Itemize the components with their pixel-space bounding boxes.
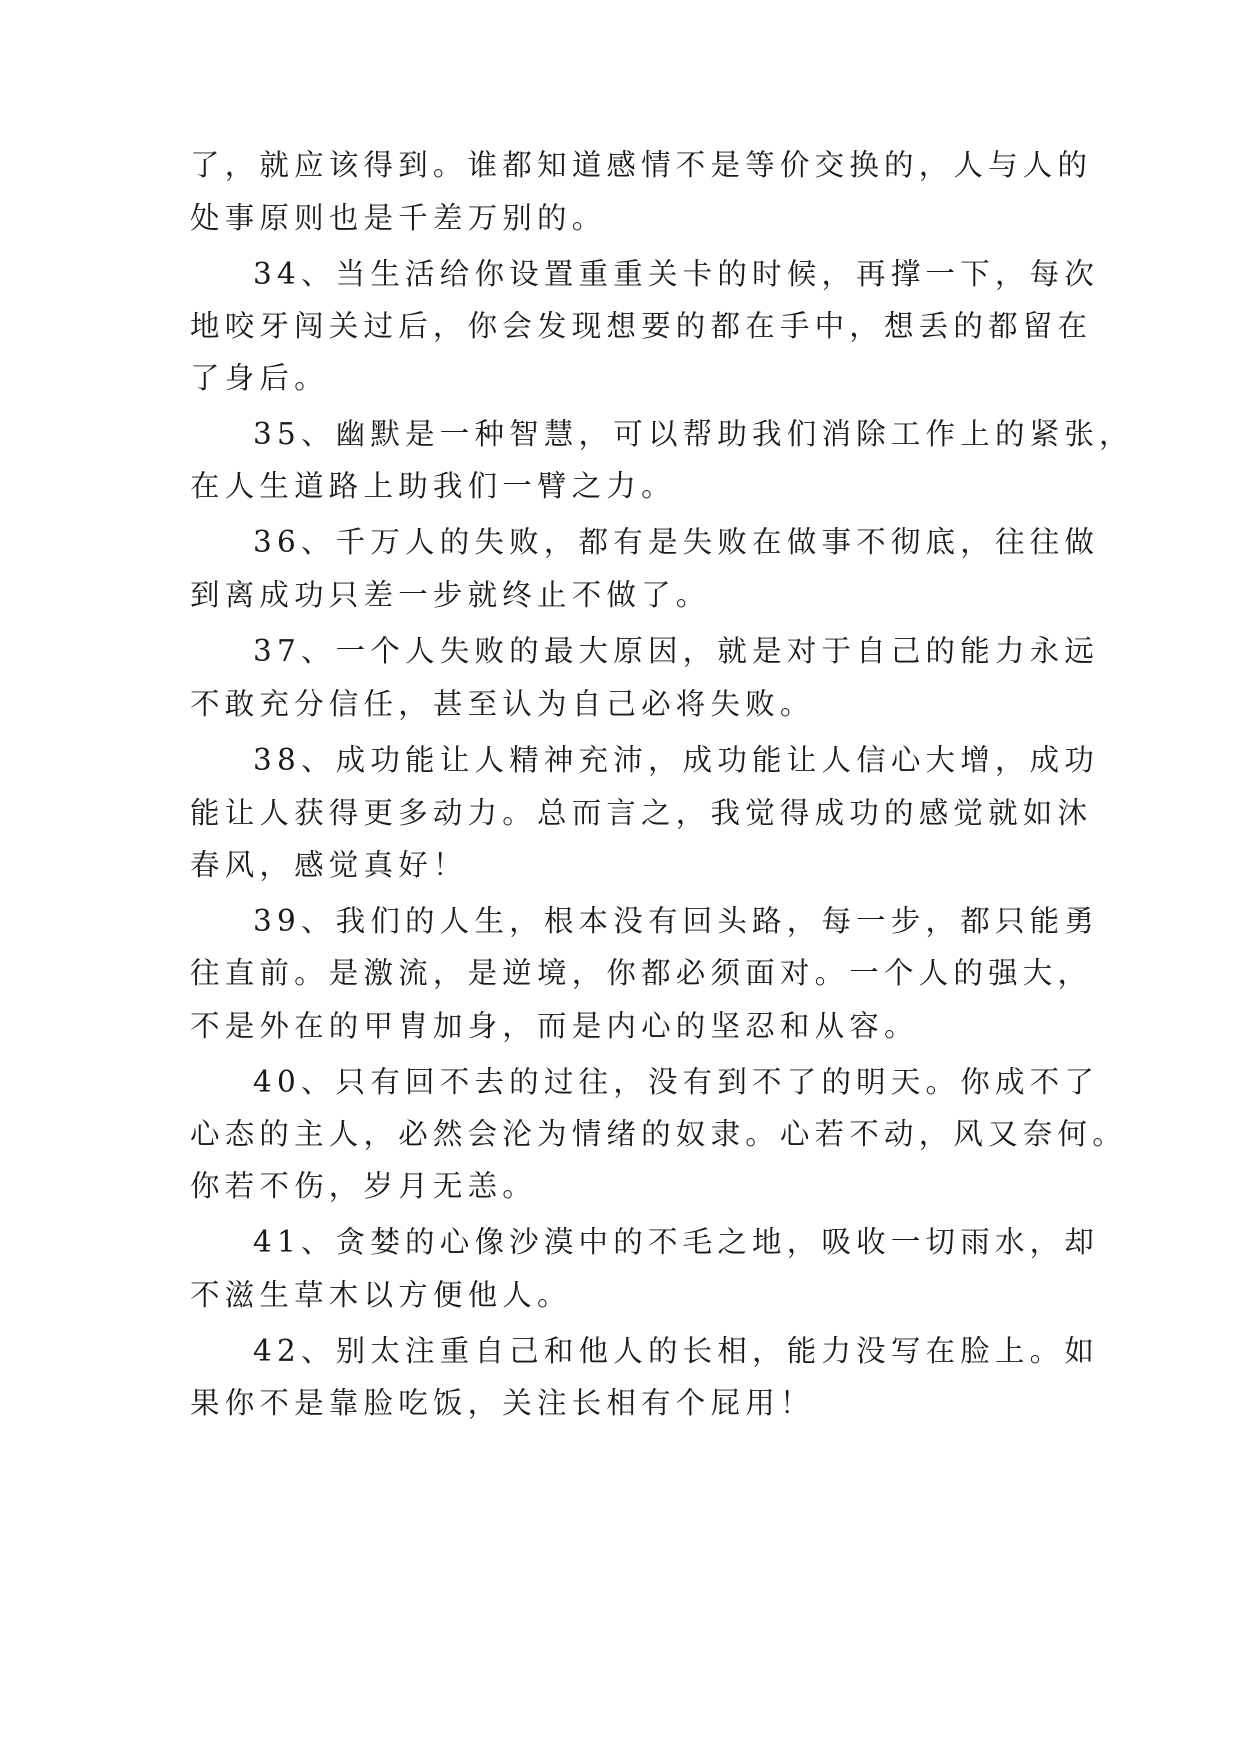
- text-line: 39、我们的人生，根本没有回头路，每一步，都只能勇: [253, 904, 1100, 938]
- text-line: 36、千万人的失败，都有是失败在做事不彻底，往往做: [253, 525, 1100, 559]
- text-line: 往直前。是激流，是逆境，你都必须面对。一个人的强大，: [190, 956, 1093, 990]
- text-line: 果你不是靠脸吃饭，关注长相有个屁用！: [190, 1386, 815, 1420]
- text-line: 42、别太注重自己和他人的长相，能力没写在脸上。如: [253, 1334, 1100, 1368]
- text-line: 在人生道路上助我们一臂之力。: [190, 469, 676, 503]
- text-line: 38、成功能让人精神充沛，成功能让人信心大增，成功: [253, 743, 1100, 777]
- text-line: 41、贪婪的心像沙漠中的不毛之地，吸收一切雨水，却: [253, 1225, 1100, 1259]
- text-line: 37、一个人失败的最大原因，就是对于自己的能力永远: [253, 634, 1100, 668]
- text-line: 心态的主人，必然会沦为情绪的奴隶。心若不动，风又奈何。: [190, 1117, 1127, 1151]
- text-line: 能让人获得更多动力。总而言之，我觉得成功的感觉就如沐: [190, 796, 1093, 830]
- text-line: 处事原则也是千差万别的。: [190, 201, 607, 235]
- text-line: 不是外在的甲胄加身，而是内心的坚忍和从容。: [190, 1009, 919, 1043]
- text-line: 春风，感觉真好！: [190, 848, 468, 882]
- text-line: 你若不伤，岁月无恙。: [190, 1169, 538, 1203]
- text-line: 40、只有回不去的过往，没有到不了的明天。你成不了: [253, 1065, 1100, 1099]
- text-line: 34、当生活给你设置重重关卡的时候，再撑一下，每次: [253, 257, 1100, 291]
- text-line: 不敢充分信任，甚至认为自己必将失败。: [190, 687, 815, 721]
- text-line: 35、幽默是一种智慧，可以帮助我们消除工作上的紧张，: [253, 417, 1134, 451]
- text-line: 到离成功只差一步就终止不做了。: [190, 578, 711, 612]
- text-line: 不滋生草木以方便他人。: [190, 1278, 572, 1312]
- text-line: 了身后。: [190, 361, 329, 395]
- text-line: 了，就应该得到。谁都知道感情不是等价交换的，人与人的: [190, 148, 1093, 182]
- text-line: 地咬牙闯关过后，你会发现想要的都在手中，想丢的都留在: [190, 309, 1093, 343]
